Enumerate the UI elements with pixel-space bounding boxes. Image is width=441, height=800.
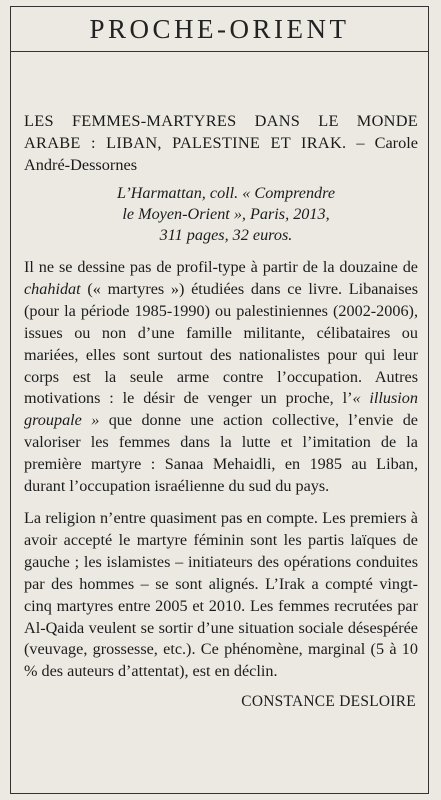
- paragraph-1-emphasis-1: chahidat: [24, 279, 81, 298]
- author-separator: –: [346, 133, 375, 152]
- section-header: [10, 6, 429, 52]
- book-title-text: LES FEMMES-MARTYRES DANS LE MONDE ARABE : LIBAN, PALESTINE ET IRAK.: [24, 111, 418, 152]
- paragraph-1-text-c: que donne une action collective, l’envie de valoriser les femmes dans la lutte et l’imitation de la première martyre : Sanaa Mehaidli, en 1985 au Liban, durant l’occupation israélienne du sud du pays.: [24, 411, 418, 496]
- review-paragraph-2: La religion n’entre quasiment pas en compte. Les premiers à avoir accepté le martyre féminin sont les partis laïques de gauche ; les islamistes – initiateurs des opérations conduites par des hommes – se sont alignés. L’Irak a compté vingt-cinq martyres entre 2005 et 2010. Les femmes recrutées par Al-Qaida veulent se sortir d’une situation sociale désespérée (veuvage, grossesse, etc.). Ce phénomène, marginal (5 à 10 % des auteurs d’attentat), est en déclin.: [24, 508, 418, 681]
- review-paragraph-1: [24, 257, 418, 498]
- book-title: [24, 110, 418, 176]
- section-title: PROCHE-ORIENT: [89, 13, 350, 44]
- reviewer-signature: CONSTANCE DESLOIRE: [241, 693, 416, 711]
- publication-line-2: le Moyen-Orient », Paris, 2013,: [122, 205, 330, 223]
- publication-line-3: 311 pages, 32 euros.: [159, 226, 293, 244]
- paragraph-1-emphasis-2: « illusion groupale »: [24, 389, 418, 430]
- paragraph-1-text-a: Il ne se dessine pas de profil-type à partir de la douzaine de: [24, 258, 418, 276]
- publication-info: [24, 183, 418, 246]
- publication-line-1: L’Harmattan, coll. « Comprendre: [116, 184, 336, 202]
- paragraph-1-text-b: (« martyres ») étudiées dans ce livre. Libanaises (pour la période 1985-1990) ou palestiniennes (2002-2006), issues ou non d’une famille militante, célibataires ou mariées, elles sont surtout des nationalistes pour qui leur corps est la seule arme contre l’occupation. Autres motivations : le désir de venger un proche, l’: [24, 279, 418, 408]
- book-author: Carole André-Dessornes: [24, 133, 418, 174]
- review-body: [24, 64, 418, 711]
